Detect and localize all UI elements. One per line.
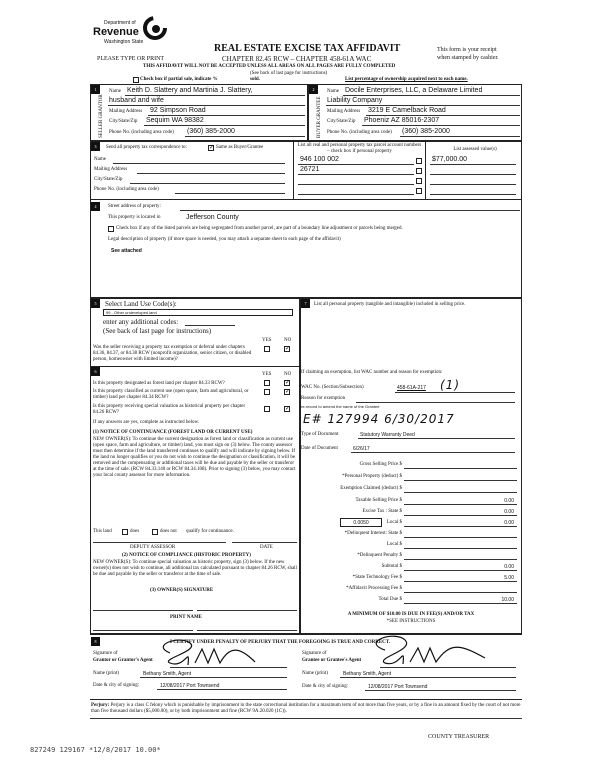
certify-statement: I CERTIFY UNDER PENALTY OF PERJURY THAT THE FOREGOING IS TRUE AND CORRECT. xyxy=(170,640,391,645)
corr-mailing-label: Mailing Address xyxy=(94,167,128,172)
current-use-no-checkbox[interactable]: ✓ xyxy=(285,389,291,395)
seller-name-field[interactable]: Keith D. Slattery and Martinia J. Slattery, xyxy=(127,87,253,94)
fee-label: Subtotal $ xyxy=(381,564,402,569)
please-type: PLEASE TYPE OR PRINT xyxy=(97,56,165,62)
fee-value[interactable]: 0.00 xyxy=(504,564,514,570)
perjury-text: Perjury is a class C felony which is punishable by imprisonment in the state correctional institution for a maximum term of not more than five years, or by a fine in an amount fixed by the court of not more than five thousand dollars ($5,000.00), or by both imprisonment and fine (RCW 9A.20.020 (1C)). xyxy=(91,703,521,714)
sec5-yes-header: YES xyxy=(262,338,272,343)
fee-label: Total Due $ xyxy=(378,597,402,602)
legal-description-label: Legal description of property (if more space is needed, you may attach a separate sheet to each page of the affidavit) xyxy=(108,237,341,242)
fee-label: Local $ xyxy=(386,520,402,525)
personal-property-checkbox-4[interactable] xyxy=(416,188,422,194)
send-correspondence-label: Send all property tax correspondence to: xyxy=(106,145,187,150)
local-rate-field[interactable]: 0.0050 xyxy=(340,518,382,527)
buyer-side-label: BUYER GRANTEE xyxy=(317,96,322,138)
buyer-phone-label: Phone No. (including area code) xyxy=(327,130,392,135)
same-as-buyer-checkbox[interactable]: ✓ xyxy=(209,145,215,151)
grantor-signature-label: Grantor or Grantor's Agent xyxy=(93,658,153,663)
historic-no-checkbox[interactable]: ✓ xyxy=(285,406,291,412)
buyer-name-field-2[interactable]: Liability Company xyxy=(327,97,383,104)
section-3-number: 3 xyxy=(91,142,100,151)
reason-label: Reason for exemption xyxy=(301,396,346,401)
street-address-field[interactable] xyxy=(180,210,520,211)
does-qualify-checkbox[interactable] xyxy=(122,529,128,535)
print-name-line-2[interactable] xyxy=(197,630,297,631)
grantor-signature[interactable] xyxy=(150,635,260,675)
seller-name-field-2[interactable]: husband and wife xyxy=(109,97,164,104)
forest-land-question: Is this property designated as forest land per chapter 84.33 RCW? xyxy=(93,381,225,386)
owner-signature-line-2[interactable] xyxy=(197,610,297,611)
exemption-question: Was the seller receiving a property tax exemption or deferral under chapters 84.36, 84.37, or 84.38 RCW (nonprofit organization, senior citizen, or disabled person, homeowner with limited income)? xyxy=(93,345,252,362)
does-not-qualify-checkbox[interactable] xyxy=(152,529,158,535)
current-use-question: Is this property classified as current use (open space, farm and agricultural, or timber) land per chapter 84.34 RCW? xyxy=(93,389,249,400)
street-address-label: Street address of property: xyxy=(108,204,161,209)
wac-handwritten-note: (1) xyxy=(440,378,460,392)
personal-property-label: List all personal property (tangible and intangible) included in selling price. xyxy=(314,302,466,307)
corr-phone-field[interactable] xyxy=(175,193,285,194)
additional-codes-field[interactable] xyxy=(185,325,235,326)
notice-continuance-title: (1) NOTICE OF CONTINUANCE (FOREST LAND OR CURRENT USE) xyxy=(93,430,253,435)
corr-mailing-field[interactable] xyxy=(137,173,285,174)
document-type-label: Type of Document xyxy=(301,432,339,437)
see-instructions-note: *SEE INSTRUCTIONS xyxy=(386,619,436,624)
fee-label: Excise Tax : State $ xyxy=(362,509,402,514)
buyer-csz-label: City/State/Zip xyxy=(327,119,356,124)
does-label: does xyxy=(130,529,140,534)
land-use-title: Select Land Use Code(s): xyxy=(105,300,177,308)
buyer-mailing-field[interactable]: 3219 E Camelback Road xyxy=(368,107,446,114)
grantee-date-label: Date & city of signing: xyxy=(302,684,349,689)
seller-phone-label: Phone No. (including area code) xyxy=(109,130,174,135)
form-warning: THIS AFFIDAVIT WILL NOT BE ACCEPTED UNLESS ALL AREAS ON ALL PAGES ARE FULLY COMPLETED xyxy=(143,64,396,69)
section-7-number: 7 xyxy=(301,299,310,308)
logo-state: Washington State xyxy=(104,39,144,45)
receipt-note-2: when stamped by cashier. xyxy=(437,55,499,61)
seller-phone-field[interactable]: (360) 385-2000 xyxy=(187,128,235,135)
corr-name-label: Name xyxy=(94,157,106,162)
land-use-see-back: (See back of last page for instructions) xyxy=(103,327,212,335)
seller-name-label: Name xyxy=(109,89,121,94)
segregated-label: Check box if any of the listed parcels are being segregated from another parcel, are part of a boundary line adjustment or parcels being merged. xyxy=(116,226,403,231)
buyer-mailing-label: Mailing Address xyxy=(327,109,361,114)
section-6-number: 6 xyxy=(91,367,100,376)
fee-value[interactable]: 0.00 xyxy=(504,509,514,515)
assessed-header: List assessed value(s) xyxy=(453,147,497,152)
qualify-label: qualify for continuance. xyxy=(186,529,234,534)
document-type-field[interactable]: Statutory Warranty Deed xyxy=(360,432,415,438)
corr-name-field[interactable] xyxy=(113,163,285,164)
section-4-number: 4 xyxy=(91,202,100,211)
county-field[interactable]: Jefferson County xyxy=(186,214,239,221)
buyer-name-label: Name xyxy=(327,89,339,94)
corr-csz-field[interactable] xyxy=(130,183,285,184)
parcel-number-1[interactable]: 946 100 002 xyxy=(300,156,339,163)
seller-csz-field[interactable]: Sequim WA 98382 xyxy=(146,117,204,124)
print-name-label: PRINT NAME xyxy=(170,615,202,620)
wac-label: WAC No. (Section/Subsection) xyxy=(301,385,364,390)
form-chapter: CHAPTER 82.45 RCW – CHAPTER 458-61A WAC xyxy=(222,55,372,63)
assessed-value-1[interactable]: $77,000.00 xyxy=(432,156,468,163)
fee-value[interactable]: 10.00 xyxy=(501,597,514,603)
form-title: REAL ESTATE EXCISE TAX AFFIDAVIT xyxy=(214,43,401,54)
grantee-name-label: Name (print) xyxy=(302,671,328,676)
grantee-signature[interactable] xyxy=(360,630,490,675)
corr-phone-label: Phone No. (including area code) xyxy=(94,187,159,192)
additional-codes-label: enter any additional codes: xyxy=(103,318,179,326)
parcels-header: List all real and personal property tax parcel account numbers – check box if personal property xyxy=(297,143,422,154)
minimum-due-note: A MINIMUM OF $10.00 IS DUE IN FEE(S) AND/OR TAX xyxy=(347,612,475,617)
fee-label: Exemption Claimed (deduct) $ xyxy=(340,486,402,491)
grantor-signature-of: Signature of xyxy=(93,651,118,656)
fee-label: Taxable Selling Price $ xyxy=(355,498,402,503)
partial-sale-checkbox[interactable] xyxy=(133,77,139,83)
perjury-notice xyxy=(91,703,521,715)
historic-yes-checkbox[interactable] xyxy=(264,406,270,412)
current-use-yes-checkbox[interactable] xyxy=(264,389,270,395)
grantor-date-label: Date & city of signing: xyxy=(93,683,140,688)
buyer-name-field[interactable]: Docile Enterprises, LLC, a Delaware Limited xyxy=(345,87,483,94)
fee-value[interactable]: 0.00 xyxy=(504,498,514,504)
corr-csz-label: City/State/Zip xyxy=(94,177,123,182)
personal-property-checkbox-1[interactable] xyxy=(416,158,422,164)
sec6-yes-header: YES xyxy=(262,372,272,377)
deputy-assessor-label: DEPUTY ASSESSOR xyxy=(130,545,176,550)
see-back-note: (See back of last page for instructions) xyxy=(250,71,328,76)
fee-label: *Affidavit Processing Fee $ xyxy=(346,586,402,591)
same-as-buyer-label: Same as Buyer/Grantee xyxy=(216,145,264,150)
section-1-number: 1 xyxy=(91,85,100,94)
print-name-line-1[interactable] xyxy=(93,630,193,631)
segregated-checkbox[interactable] xyxy=(108,226,114,232)
legal-description-field[interactable]: See attached xyxy=(111,248,142,254)
historic-question: Is this property receiving special valuation as historical property per chapter 84.26 RCW? xyxy=(93,404,246,415)
personal-property-checkbox-3[interactable] xyxy=(416,178,422,184)
deputy-assessor-line[interactable] xyxy=(93,542,226,543)
grantee-name-field[interactable]: Bethany Smith, Agent xyxy=(343,671,392,677)
logo-dept: Department of xyxy=(104,20,136,26)
recording-handwritten-note: E# 127994 6/30/2017 xyxy=(303,412,455,426)
grantor-name-field[interactable]: Bethany Smith, Agent xyxy=(143,671,192,677)
revenue-swirl-icon xyxy=(143,16,167,40)
reason-field[interactable]: re-record to amend the name of the Grantee xyxy=(301,404,380,409)
seller-csz-label: City/State/Zip xyxy=(109,119,138,124)
seller-mailing-label: Mailing Address xyxy=(109,109,143,114)
logo-revenue: Revenue xyxy=(93,26,139,38)
forest-yes-checkbox[interactable] xyxy=(264,380,270,386)
perjury-label: Perjury: xyxy=(91,703,110,708)
land-use-code-select[interactable]: 99 - Other undeveloped land xyxy=(103,309,293,316)
document-date-label: Date of Document xyxy=(301,446,338,451)
section-5-number: 5 xyxy=(91,299,100,308)
forest-no-checkbox[interactable]: ✓ xyxy=(285,380,291,386)
buyer-phone-field[interactable]: (360) 385-2000 xyxy=(402,128,450,135)
reason-field-line[interactable] xyxy=(356,402,515,403)
partial-sale-label: Check box if partial sale, indicate % xyxy=(140,77,218,82)
assessor-date-label: DATE xyxy=(260,545,273,550)
this-land-label: This land xyxy=(93,529,112,534)
exemption-label: If claiming an exemption, list WAC number and reason for exemption: xyxy=(301,370,443,375)
sec5-no-header: NO xyxy=(284,338,292,343)
grantee-signature-of: Signature of xyxy=(302,651,327,656)
fee-label: *State Technology Fee $ xyxy=(352,575,402,580)
notice-continuance-text: NEW OWNER(S): To continue the current designation as forest land or classification as current use (open space, farm and agriculture, or timber) land, you must sign on (3) below. The county assessor must then determine if the land transferred continues to qualify and will indicate by signing below. If the land no longer qualifies or you do not wish to continue the designation or classification, it will be removed and the compensating or additional taxes will be due and payable by the seller or transferor at the time of sale. (RCW 84.33.140 or RCW 84.34.108). Prior to signing (3) below, you may contact your local county assessor for more information. xyxy=(93,437,296,478)
ownership-note: List percentage of ownership acquired next to each name. xyxy=(345,77,468,82)
fee-label: *Delinquent Penalty $ xyxy=(357,553,402,558)
document-date-field[interactable]: 6/26/17 xyxy=(353,446,370,452)
sec5-yes-checkbox[interactable] xyxy=(264,346,270,352)
owner-signature-label: (3) OWNER(S) SIGNATURE xyxy=(150,588,214,593)
fee-value[interactable]: 5.00 xyxy=(504,575,514,581)
county-treasurer-label: COUNTY TREASURER xyxy=(428,734,490,740)
grantor-date-field[interactable]: 12/08/2017 Port Townsend xyxy=(160,683,220,689)
fee-label: *Delinquent Interest: State $ xyxy=(344,531,402,536)
sold-label: sold. xyxy=(250,77,260,82)
if-yes-instruction: If any answers are yes, complete as instructed below. xyxy=(93,420,200,425)
fee-label: Local $ xyxy=(386,542,402,547)
seller-side-label: SELLER GRANTOR xyxy=(99,94,104,138)
wac-field[interactable]: 458-61A-217 xyxy=(397,385,426,391)
located-label: This property is located in xyxy=(108,215,161,220)
assessor-date-line[interactable] xyxy=(232,542,297,543)
receipt-note-1: This form is your receipt xyxy=(437,47,497,53)
owner-signature-line-1[interactable] xyxy=(93,610,193,611)
grantor-name-label: Name (print) xyxy=(93,671,119,676)
cashier-stamp: 827249 129167 *12/8/2017 10.00* xyxy=(30,746,161,754)
fee-label: Gross Selling Price $ xyxy=(359,462,402,467)
does-not-label: does not xyxy=(160,529,177,534)
seller-mailing-field[interactable]: 92 Simpson Road xyxy=(150,107,206,114)
fee-label: *Personal Property (deduct) $ xyxy=(342,474,402,479)
parcel-number-2[interactable]: 26721 xyxy=(300,166,320,173)
personal-property-checkbox-2[interactable] xyxy=(416,168,422,174)
fee-value[interactable]: 0.00 xyxy=(504,520,514,526)
grantee-signature-label: Grantee or Grantee's Agent xyxy=(302,658,362,663)
sec6-no-header: NO xyxy=(284,372,292,377)
notice-compliance-title: (2) NOTICE OF COMPLIANCE (HISTORIC PROPERTY) xyxy=(122,553,251,558)
buyer-csz-field[interactable]: Phoeniz AZ 85016-2307 xyxy=(364,117,440,124)
notice-compliance-text: NEW OWNER(S): To continue special valuation as historic property, sign (3) below. If the new owner(s) does not wish to continue, all additional tax calculated pursuant to chapter 84.26 RCW, shall be due and payable by the seller or transferor at the time of sale. xyxy=(93,560,297,577)
grantee-date-field[interactable]: 12/08/2017 Port Townsend xyxy=(368,684,428,690)
sec5-no-checkbox[interactable]: ✓ xyxy=(285,346,291,352)
section-2-number: 2 xyxy=(309,85,318,94)
section-8-number: 8 xyxy=(91,637,100,646)
